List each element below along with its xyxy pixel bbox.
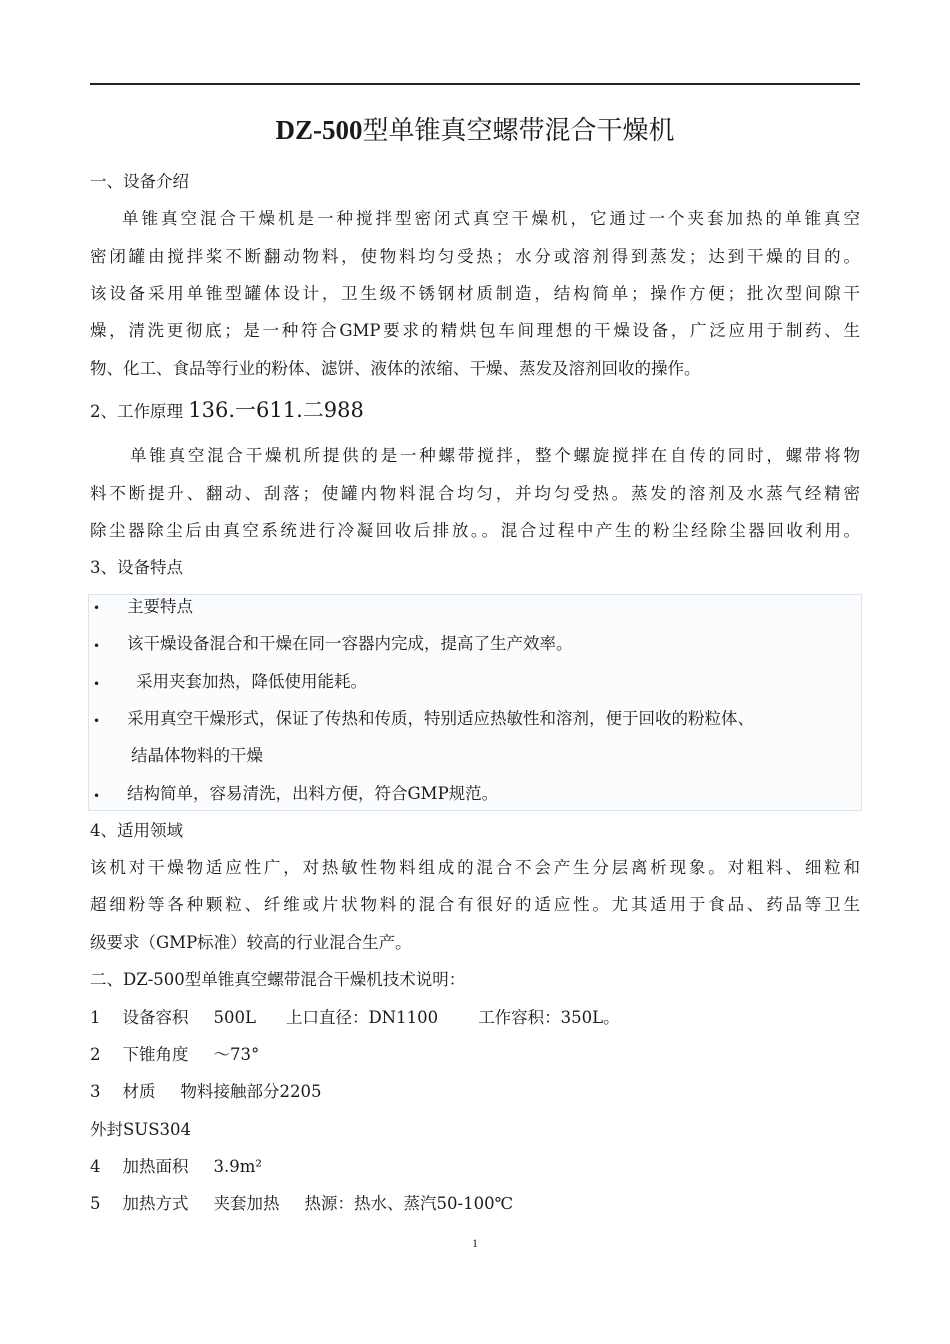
document-title — [90, 112, 860, 149]
bullet-icon: • — [93, 601, 101, 615]
spec-label: 材质 — [122, 1082, 156, 1101]
spec-value: 物料接触部分2205 — [180, 1082, 322, 1101]
spec-row-5 — [90, 1192, 513, 1216]
section2-heading: 2、工作原理 — [90, 402, 183, 421]
spec-label: 加热方式 — [122, 1194, 189, 1213]
spec-row-2 — [90, 1043, 259, 1067]
title-model: DZ-500 — [275, 115, 363, 145]
section1-line: 单锥真空混合干燥机是一种搅拌型密闭式真空干燥机，它通过一个夹套加热的单锥真空 — [122, 209, 860, 228]
feature-item: 主要特点 — [127, 597, 193, 616]
spec-heading: 二、DZ-500型单锥真空螺带混合干燥机技术说明： — [90, 970, 466, 989]
spec-value: 夹套加热 — [213, 1194, 280, 1213]
feature-item: 采用夹套加热，降低使用能耗。 — [136, 672, 367, 691]
header-rule — [90, 83, 860, 85]
section1-line: 该设备采用单锥型罐体设计，卫生级不锈钢材质制造，结构简单；操作方便；批次型间隙干 — [90, 284, 860, 303]
features-box — [88, 594, 862, 811]
spec-num: 4 — [90, 1157, 101, 1176]
spec-label: 工作容积：350L。 — [478, 1008, 620, 1027]
spec-label: 热源：热水、蒸汽50-100℃ — [304, 1194, 514, 1213]
bullet-icon: • — [93, 639, 101, 653]
section1-line: 燥，清洗更彻底；是一种符合GMP要求的精烘包车间理想的干燥设备，广泛应用于制药、生 — [90, 321, 860, 340]
spec-row-1 — [90, 1006, 620, 1030]
title-name: 型单锥真空螺带混合干燥机 — [362, 116, 675, 146]
feature-item: 该干燥设备混合和干燥在同一容器内完成，提高了生产效率。 — [127, 634, 573, 653]
section2-line: 除尘器除尘后由真空系统进行冷凝回收后排放。。混合过程中产生的粉尘经除尘器回收利用。 — [90, 521, 860, 540]
spec-label: 下锥角度 — [122, 1045, 189, 1064]
spec-label: 加热面积 — [122, 1157, 189, 1176]
section2-heading-row — [90, 398, 364, 424]
section3-heading: 3、设备特点 — [90, 558, 183, 577]
spec-label: 上口直径：DN1100 — [285, 1008, 439, 1027]
spec-num: 1 — [90, 1008, 101, 1027]
feature-item-continuation: 结晶体物料的干燥 — [131, 746, 263, 765]
bullet-icon: • — [93, 714, 101, 728]
section2-line: 料不断提升、翻动、刮落；使罐内物料混合均匀，并均匀受热。蒸发的溶剂及水蒸气经精密 — [90, 484, 860, 503]
section2-line: 单锥真空混合干燥机所提供的是一种螺带搅拌，整个螺旋搅拌在自传的同时，螺带将物 — [130, 446, 860, 465]
spec-value: 500L — [213, 1008, 256, 1027]
section4-line: 超细粉等各种颗粒、纤维或片状物料的混合有很好的适应性。尤其适用于食品、药品等卫生 — [90, 895, 860, 914]
page-number: 1 — [472, 1236, 478, 1250]
spec-num: 2 — [90, 1045, 101, 1064]
section4-heading: 4、适用领域 — [90, 821, 183, 840]
spec-label: 设备容积 — [122, 1008, 189, 1027]
section1-line: 密闭罐由搅拌桨不断翻动物料，使物料均匀受热；水分或溶剂得到蒸发；达到干燥的目的。 — [90, 247, 860, 266]
spec-value: ～73° — [213, 1045, 260, 1064]
spec-row-3 — [90, 1080, 322, 1104]
section1-heading: 一、设备介绍 — [90, 172, 189, 191]
spec-row-4 — [90, 1155, 262, 1179]
section4-line: 该机对干燥物适应性广，对热敏性物料组成的混合不会产生分层离析现象。对粗料、细粒和 — [90, 858, 860, 877]
bullet-icon: • — [93, 789, 101, 803]
feature-item: 结构简单，容易清洗，出料方便，符合GMP规范。 — [127, 784, 499, 803]
spec-row-3b: 外封SUS304 — [90, 1120, 192, 1139]
spec-num: 3 — [90, 1082, 101, 1101]
feature-item: 采用真空干燥形式，保证了传热和传质，特别适应热敏性和溶剂，便于回收的粉粒体、 — [127, 709, 754, 728]
section4-line: 级要求（GMP标准）较高的行业混合生产。 — [90, 933, 412, 952]
phone-number: 136.一611.二988 — [188, 398, 364, 422]
bullet-icon: • — [93, 677, 101, 691]
section1-line: 物、化工、食品等行业的粉体、滤饼、液体的浓缩、干燥、蒸发及溶剂回收的操作。 — [90, 359, 701, 378]
spec-value: 3.9m² — [213, 1157, 263, 1176]
spec-num: 5 — [90, 1194, 101, 1213]
